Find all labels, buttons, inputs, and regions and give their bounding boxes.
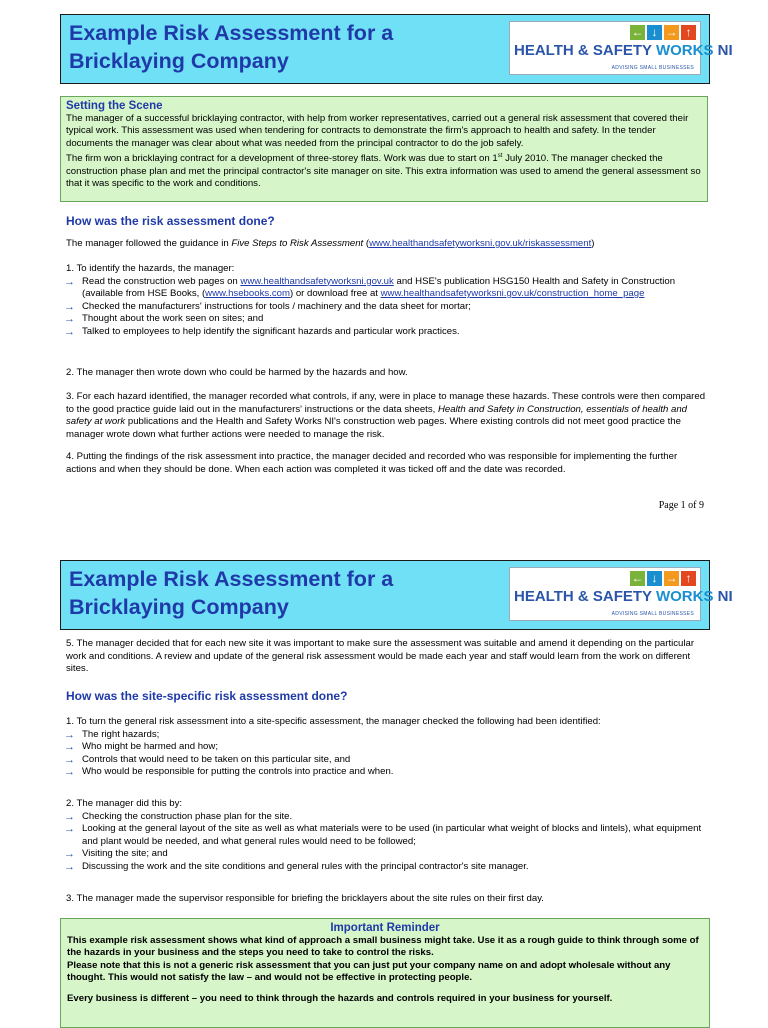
scene-heading: Setting the Scene xyxy=(66,100,163,112)
bullet-text: Talked to employees to help identify the significant hazards and particular work practices. xyxy=(82,325,460,337)
title-line-2: Bricklaying Company xyxy=(69,49,289,73)
bullet-text: Visiting the site; and xyxy=(82,848,168,859)
arrow-right-icon: → xyxy=(64,860,75,873)
arrow-right-icon: → xyxy=(64,275,75,288)
step-3-b: publications and the Health and Safety Works NI's construction web pages. Where existing controls did not meet good practice the manager wrote down what further actions were needed to manage the risk. xyxy=(66,416,681,440)
arrow-right-icon: → xyxy=(64,810,75,823)
bullet-text: Looking at the general layout of the site as well as what materials were to be used (in particular what weight of blocks and lintels), what equipment and plant would be needed, and what general rules would need to be followed; xyxy=(82,823,702,847)
title-line-1: Example Risk Assessment for a xyxy=(69,567,394,591)
site-step-2-text: 2. The manager did this by: xyxy=(66,798,183,809)
arrow-right-icon: → xyxy=(64,728,75,741)
logo-tagline: ADVISING SMALL BUSINESSES xyxy=(611,611,694,617)
bullet-text: Controls that would need to be taken on this particular site, and xyxy=(82,753,351,765)
arrow-right-icon: → xyxy=(64,753,75,766)
site-step-1-bullets xyxy=(66,729,706,779)
important-reminder-box xyxy=(60,918,710,1028)
bullet-text: ) or download free at xyxy=(289,288,381,299)
step-4-text: 4. Putting the findings of the risk assessment into practice, the manager decided and recorded who was responsible for implementing the further actions and when they should be done. When each action was completed it was ticked off and the date was recorded. xyxy=(66,451,678,475)
list-item xyxy=(66,754,706,767)
arrow-right-icon: → xyxy=(64,325,75,338)
list-item xyxy=(66,729,706,742)
list-item xyxy=(66,326,706,339)
logo-text xyxy=(514,42,733,59)
bullet-text: Discussing the work and the site conditions and general rules with the principal contractor's site manager. xyxy=(82,860,529,872)
title-line-2: Bricklaying Company xyxy=(69,595,289,619)
list-item xyxy=(66,276,706,301)
list-item xyxy=(66,861,706,874)
list-item xyxy=(66,848,706,861)
bullet-text: Checked the manufacturers' instructions for tools / machinery and the data sheet for mortar; xyxy=(82,300,471,312)
section-heading-site-specific: How was the site-specific risk assessment done? xyxy=(66,689,348,703)
bullet-text: Checking the construction phase plan for the site. xyxy=(82,810,293,822)
list-item xyxy=(66,823,706,848)
hsw-logo xyxy=(509,567,733,621)
intro-paren: ( xyxy=(363,238,370,249)
arrow-up-icon: ↑ xyxy=(681,25,696,40)
arrow-up-icon: ↑ xyxy=(681,571,696,586)
step-5-text: 5. The manager decided that for each new site it was important to make sure the assessment was suitable and amend it depending on the particular work and conditions. A review and update of the general risk assessment would be made each year and staff would learn from the work on different sites. xyxy=(66,638,695,674)
arrow-right-icon: → xyxy=(665,571,678,585)
step-1-block xyxy=(66,263,706,338)
logo-arrows xyxy=(630,571,696,587)
step-2-text: 2. The manager then wrote down who could be harmed by the hazards and how. xyxy=(66,367,408,378)
page-number: Page 1 of 9 xyxy=(658,500,704,511)
page1-header xyxy=(60,14,733,84)
bullet-text: Who would be responsible for putting the controls into practice and when. xyxy=(82,766,394,777)
logo-text-b: WORKS xyxy=(655,42,714,59)
reminder-paragraph-1: This example risk assessment shows what kind of approach a small business might take. Use it as a rough guide to think through some of the hazards in your business and the steps you need to take to control the risks. xyxy=(67,935,699,959)
logo-text-b: WORKS xyxy=(655,588,714,605)
bullet-text: and HSE's publication HSG150 Health and Safety in Construction (available from HSE Books, ( xyxy=(82,275,676,299)
list-item xyxy=(66,766,706,779)
guidance-intro xyxy=(66,238,706,251)
site-step-2-block xyxy=(66,798,706,873)
arrow-left-icon: ← xyxy=(631,25,644,39)
arrow-right-icon: → xyxy=(665,25,678,39)
logo-text-a: HEALTH & SAFETY xyxy=(514,588,652,605)
logo-text xyxy=(514,588,733,605)
arrow-right-icon: → xyxy=(64,300,75,313)
reminder-paragraph-2: Please note that this is not a generic risk assessment that you can just put your company name on and adopt wholesale without any thought. This would not satisfy the law – and would not be effective in protecting people. xyxy=(67,959,671,984)
intro-italic: Five Steps to Risk Assessment xyxy=(231,238,364,249)
bullet-text: Read the construction web pages on xyxy=(82,275,241,287)
arrow-right-icon: → xyxy=(64,313,75,325)
arrow-right-icon: → xyxy=(64,848,75,860)
step-3-a: 3. For each hazard identified, the manager recorded what controls, if any, were in place to manage these hazards. These controls were then compared to the good practice guide laid out in the manufacturers' instructions or the data sheets, xyxy=(66,391,706,415)
intro-close: ) xyxy=(591,238,595,249)
page2-header xyxy=(60,560,733,630)
intro-text: The manager followed the guidance in xyxy=(66,238,232,249)
list-item xyxy=(66,741,706,754)
logo-text-c: NI xyxy=(717,42,733,59)
arrow-right-icon: → xyxy=(64,741,75,753)
page-title xyxy=(69,19,393,75)
reminder-heading: Important Reminder xyxy=(330,922,440,934)
list-item xyxy=(66,301,706,314)
site-step-2-bullets xyxy=(66,811,706,874)
reminder-paragraph-3: Every business is different – you need to think through the hazards and controls required in your business for yourself. xyxy=(67,992,613,1004)
site-step-3-text: 3. The manager made the supervisor responsible for briefing the bricklayers about the site rules on their first day. xyxy=(66,893,544,904)
setting-the-scene-box xyxy=(60,96,708,202)
title-line-1: Example Risk Assessment for a xyxy=(69,21,394,45)
arrow-down-icon: ↓ xyxy=(647,571,662,586)
step-1-text: 1. To identify the hazards, the manager: xyxy=(66,263,235,274)
logo-arrows xyxy=(630,25,696,41)
site-step-1-block xyxy=(66,716,706,779)
risk-assessment-link[interactable]: www.healthandsafetyworksni.gov.uk/riskassessment xyxy=(369,238,592,249)
step-1-bullets xyxy=(66,276,706,339)
bullet-text: Who might be harmed and how; xyxy=(82,741,218,752)
site-step-1-text: 1. To turn the general risk assessment into a site-specific assessment, the manager checked the following had been identified: xyxy=(66,716,601,727)
scene-paragraph-1: The manager of a successful bricklaying contractor, with help from worker representatives, carried out a general risk assessment that covered their typical work. This assessment was used when tendering for contracts to demonstrate the firm's approach to health and safety. In the tender documents the manager was clear about what was needed from the principal contractor to do the job safely. xyxy=(66,113,689,149)
logo-text-a: HEALTH & SAFETY xyxy=(514,42,652,59)
construction-page-link[interactable]: www.healthandsafetyworksni.gov.uk/construction_home_page xyxy=(380,288,645,299)
logo-tagline: ADVISING SMALL BUSINESSES xyxy=(611,65,694,71)
page-title xyxy=(69,565,393,621)
step-3-text xyxy=(66,391,706,441)
arrow-right-icon: → xyxy=(64,766,75,778)
arrow-down-icon: ↓ xyxy=(647,25,662,40)
hsebooks-link[interactable]: www.hsebooks.com xyxy=(205,288,290,299)
section-heading-risk-assessment: How was the risk assessment done? xyxy=(66,214,275,228)
list-item xyxy=(66,313,706,326)
list-item xyxy=(66,811,706,824)
bullet-text: The right hazards; xyxy=(82,728,160,740)
scene-paragraph-2: The firm won a bricklaying contract for a development of three-storey flats. Work was due to start on 1st July 2010. The manager checked the construction phase plan and met the principal contractor's site manager on site. This extra information was used to amend the general assessment so that it was specific to the work and conditions. xyxy=(66,153,701,190)
arrow-left-icon: ← xyxy=(631,571,644,585)
hsw-link[interactable]: www.healthandsafetyworksni.gov.uk xyxy=(240,275,394,287)
bullet-text: Thought about the work seen on sites; and xyxy=(82,313,264,324)
arrow-right-icon: → xyxy=(64,823,75,835)
step-3-italic: Health and Safety in Construction, essentials of health and safety at work xyxy=(66,403,688,427)
logo-text-c: NI xyxy=(717,588,733,605)
hsw-logo xyxy=(509,21,733,75)
